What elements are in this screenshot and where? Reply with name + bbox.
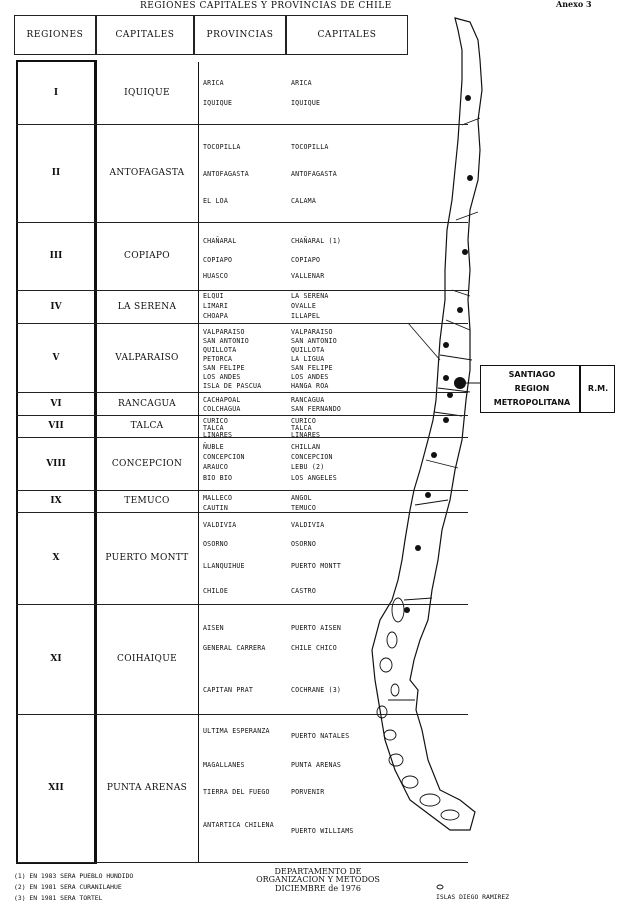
province-name: ANTOFAGASTA <box>203 170 249 178</box>
department-block <box>238 868 398 893</box>
province-name: HUASCO <box>203 272 229 280</box>
region-capital: VALPARAISO <box>115 352 179 363</box>
region-number: II <box>51 168 61 178</box>
region-number: XII <box>48 783 64 793</box>
island-label: ISLAS DIEGO RAMIREZ <box>436 893 510 901</box>
province-name: ARAUCO <box>203 463 229 471</box>
province-capital: PUERTO NATALES <box>291 732 350 740</box>
province-capital: COPIAPO <box>291 256 321 264</box>
province-capital: CALAMA <box>291 197 317 205</box>
province-name: ELQUI <box>203 292 224 300</box>
region-capital: ANTOFAGASTA <box>109 168 185 178</box>
footnote-2: (2) EN 1981 SERA CURANILAHUE <box>14 883 122 891</box>
province-capital: VALPARAISO <box>291 328 333 336</box>
document-title: REGIONES CAPITALES Y PROVINCIAS DE CHILE <box>140 1 392 11</box>
province-capital: CHAÑARAL (1) <box>291 237 342 245</box>
province-name: PETORCA <box>203 355 233 363</box>
province-name: TIERRA DEL FUEGO <box>203 788 270 796</box>
province-name: MAGALLANES <box>203 761 245 769</box>
province-capital: OSORNO <box>291 540 317 548</box>
header-capitales-provincia: CAPITALES <box>286 15 408 55</box>
region-capital: COIHAIQUE <box>117 654 177 664</box>
department-line-2: ORGANIZACION Y METODOS <box>256 875 380 885</box>
metro-abbr: R.M. <box>587 384 609 393</box>
province-capital: ANGOL <box>291 494 312 502</box>
region-number: XI <box>50 654 62 664</box>
metro-label-2: REGION <box>514 384 550 393</box>
province-name: EL LOA <box>203 197 229 205</box>
province-capital: SAN ANTONIO <box>291 337 337 345</box>
region-capital: CONCEPCION <box>111 458 183 469</box>
province-capital: QUILLOTA <box>291 346 325 354</box>
province-capital: VALDIVIA <box>291 521 325 529</box>
province-capital: ANTOFAGASTA <box>291 170 337 178</box>
province-capital: VALLENAR <box>291 272 325 280</box>
province-capital: TOCOPILLA <box>291 143 329 151</box>
province-name: CURICO <box>203 417 229 425</box>
province-capital: LA LIGUA <box>291 355 325 363</box>
region-capital: RANCAGUA <box>118 398 176 409</box>
province-capital: LOS ANGELES <box>291 474 337 482</box>
annex-label: Anexo 3 <box>556 0 592 9</box>
province-name: ANTARTICA CHILENA <box>203 821 274 829</box>
province-capital: CASTRO <box>291 587 317 595</box>
province-capital: CURICO <box>291 417 317 425</box>
department-line-3: DICIEMBRE de 1976 <box>275 883 361 893</box>
province-capital: COCHRANE (3) <box>291 686 342 694</box>
province-capital: RANCAGUA <box>291 396 325 404</box>
province-capital: ARICA <box>291 79 312 87</box>
province-capital: HANGA ROA <box>291 382 329 390</box>
region-number: VI <box>50 398 62 409</box>
province-name: TALCA <box>203 424 224 432</box>
province-name: GENERAL CARRERA <box>203 644 266 652</box>
metro-label-3: METROPOLITANA <box>493 398 571 407</box>
province-capital: PUNTA ARENAS <box>291 761 342 769</box>
province-name: IQUIQUE <box>203 99 233 107</box>
province-name: LLANQUIHUE <box>203 562 245 570</box>
province-name: LOS ANDES <box>203 373 241 381</box>
province-name: LINARES <box>203 431 233 439</box>
province-name: CHOAPA <box>203 312 229 320</box>
header-regiones: REGIONES <box>14 15 96 55</box>
province-name: ARICA <box>203 79 224 87</box>
region-number: IX <box>50 496 62 506</box>
province-capital: LOS ANDES <box>291 373 329 381</box>
region-number: X <box>52 553 60 563</box>
metro-label-1: SANTIAGO <box>508 370 556 379</box>
province-capital: LEBU (2) <box>291 463 325 471</box>
province-name: AISEN <box>203 624 224 632</box>
province-capital: PUERTO AISEN <box>291 624 342 632</box>
province-name: SAN ANTONIO <box>203 337 249 345</box>
province-name: ISLA DE PASCUA <box>203 382 262 390</box>
region-number: IV <box>50 301 62 312</box>
province-capital: TALCA <box>291 424 312 432</box>
province-name: COLCHAGUA <box>203 405 241 413</box>
province-name: OSORNO <box>203 540 229 548</box>
province-capital: SAN FELIPE <box>291 364 333 372</box>
province-name: CHAÑARAL <box>203 237 237 245</box>
province-name: VALPARAISO <box>203 328 245 336</box>
region-capital: PUNTA ARENAS <box>106 783 188 793</box>
province-name: VALDIVIA <box>203 521 237 529</box>
region-capital: IQUIQUE <box>124 88 170 98</box>
province-name: TOCOPILLA <box>203 143 241 151</box>
region-capital: PUERTO MONTT <box>105 553 189 563</box>
chile-outline <box>372 18 482 830</box>
region-number: VIII <box>46 458 66 469</box>
province-capital: ILLAPEL <box>291 312 321 320</box>
province-name: LIMARI <box>203 302 229 310</box>
province-name: BIO BIO <box>203 474 233 482</box>
region-number: III <box>49 251 63 261</box>
province-capital: SAN FERNANDO <box>291 405 342 413</box>
province-capital: CONCEPCION <box>291 453 333 461</box>
province-name: QUILLOTA <box>203 346 237 354</box>
header-provincias: PROVINCIAS <box>194 15 286 55</box>
province-capital: PUERTO WILLIAMS <box>291 827 354 835</box>
region-number: V <box>52 352 60 363</box>
province-capital: OVALLE <box>291 302 317 310</box>
province-name: MALLECO <box>203 494 233 502</box>
province-name: SAN FELIPE <box>203 364 245 372</box>
region-capital: LA SERENA <box>117 301 177 312</box>
province-name: COPIAPO <box>203 256 233 264</box>
header-capitales: CAPITALES <box>96 15 194 55</box>
province-capital: PUERTO MONTT <box>291 562 342 570</box>
province-capital: LINARES <box>291 431 321 439</box>
province-name: CONCEPCION <box>203 453 245 461</box>
province-name: CACHAPOAL <box>203 396 241 404</box>
province-capital: CHILE CHICO <box>291 644 337 652</box>
province-capital: PORVENIR <box>291 788 325 796</box>
footnote-3: (3) EN 1981 SERA TORTEL <box>14 894 103 902</box>
region-capital: TEMUCO <box>124 496 170 506</box>
province-name: CAPITAN PRAT <box>203 686 254 694</box>
province-capital: IQUIQUE <box>291 99 321 107</box>
footnote-1: (1) EN 1983 SERA PUEBLO HUNDIDO <box>14 872 134 880</box>
province-name: CHILOE <box>203 587 229 595</box>
region-capital: COPIAPO <box>124 251 170 261</box>
province-capital: LA SERENA <box>291 292 329 300</box>
province-capital: TEMUCO <box>291 504 317 512</box>
province-name: ULTIMA ESPERANZA <box>203 727 270 735</box>
region-number: VII <box>48 421 64 431</box>
province-capital: CHILLAN <box>291 443 321 451</box>
region-capital: TALCA <box>130 421 164 431</box>
department-line-1: DEPARTAMENTO DE <box>274 867 362 876</box>
province-name: ÑUBLE <box>203 443 224 451</box>
province-name: CAUTIN <box>203 504 229 512</box>
region-number: I <box>53 88 59 98</box>
